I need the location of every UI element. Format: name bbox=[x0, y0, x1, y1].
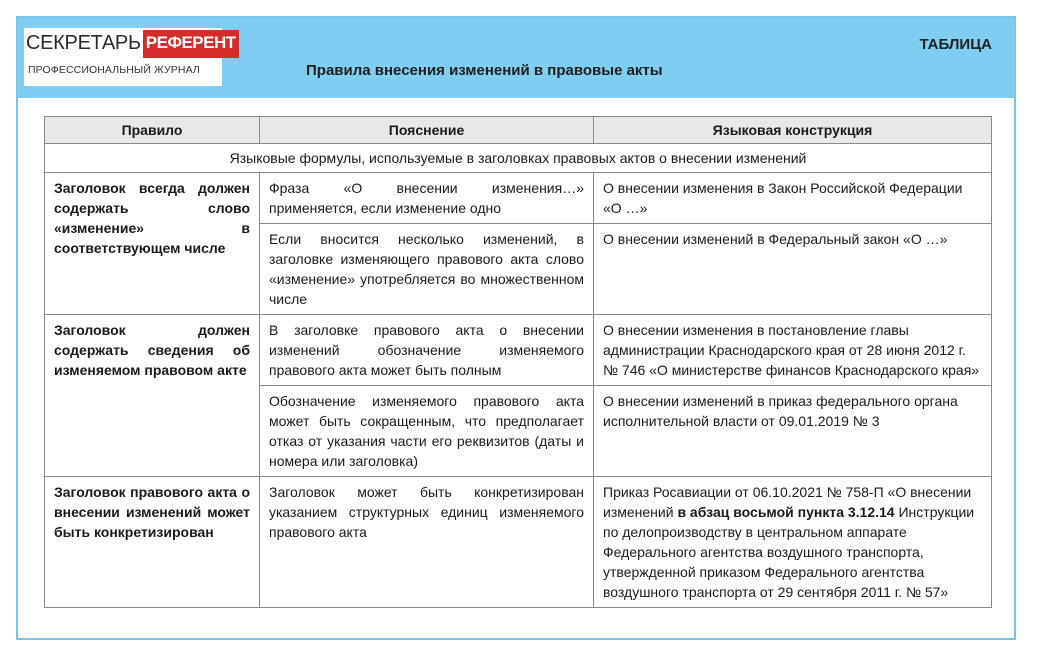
section-tag: ТАБЛИЦА bbox=[919, 36, 992, 53]
page-title: Правила внесения изменений в правовые акты bbox=[306, 62, 663, 79]
explanation-cell: В заголовке правового акта о внесении изменений обозначение изменяемого правового акта может быть полным bbox=[260, 315, 594, 386]
section-title: Языковые формулы, используемые в заголовках правовых актов о внесении изменений bbox=[45, 144, 992, 173]
column-header-rule: Правило bbox=[45, 117, 260, 144]
rule-cell: Заголовок правового акта о внесении изменений может быть конкретизирован bbox=[45, 477, 260, 608]
construction-cell: О внесении изменений в Федеральный закон «О …» bbox=[594, 224, 992, 315]
journal-logo bbox=[24, 28, 236, 86]
rules-table bbox=[44, 116, 992, 608]
logo-part1: СЕКРЕТАРЬ bbox=[26, 32, 141, 54]
construction-highlight: в абзац восьмой пункта 3.12.14 bbox=[677, 504, 895, 520]
header-band bbox=[18, 18, 1014, 98]
column-header-explanation: Пояснение bbox=[260, 117, 594, 144]
construction-cell: О внесении изменения в Закон Российской Федерации «О …» bbox=[594, 173, 992, 224]
explanation-cell: Заголовок может быть конкретизирован указанием структурных единиц изменяемого правового акта bbox=[260, 477, 594, 608]
rule-cell: Заголовок всегда должен содержать слово «изменение» в соответствующем числе bbox=[45, 173, 260, 315]
explanation-cell: Если вносится несколько изменений, в заголовке изменяющего правового акта слово «изменение» употребляется во множественном числе bbox=[260, 224, 594, 315]
section-row bbox=[45, 144, 992, 173]
column-header-construction: Языковая конструкция bbox=[594, 117, 992, 144]
table-header-row bbox=[45, 117, 992, 144]
explanation-cell: Обозначение изменяемого правового акта может быть сокращенным, что предполагает отказ от указания части его реквизитов (даты и номера или заголовка) bbox=[260, 386, 594, 477]
explanation-cell: Фраза «О внесении изменения…» применяется, если изменение одно bbox=[260, 173, 594, 224]
construction-cell: О внесении изменений в приказ федерального органа исполнительной власти от 09.01.2019 № 3 bbox=[594, 386, 992, 477]
construction-text: Приказ Росавиации от 06.10.2021 № 758-П «О внесении изменений bbox=[603, 484, 972, 520]
construction-text: Инструкции по делопроизводству в центральном аппарате Федерального агентства воздушного транспорта, утвержденной приказом Федерального агентства воздушного транспорта от 29 сентября 2011 г. № 57» bbox=[603, 504, 975, 600]
table-row bbox=[45, 477, 992, 608]
logo-subtitle: ПРОФЕССИОНАЛЬНЫЙ ЖУРНАЛ bbox=[28, 64, 200, 76]
construction-cell bbox=[594, 477, 992, 608]
rule-cell: Заголовок должен содержать сведения об изменяемом правовом акте bbox=[45, 315, 260, 477]
table-row bbox=[45, 315, 992, 386]
table-row bbox=[45, 173, 992, 224]
logo-part2: РЕФЕРЕНТ bbox=[143, 30, 239, 58]
construction-cell: О внесении изменения в постановление главы администрации Краснодарского края от 28 июня 2012 г. № 746 «О министерстве финансов Краснодарского края» bbox=[594, 315, 992, 386]
article-frame bbox=[16, 16, 1016, 640]
